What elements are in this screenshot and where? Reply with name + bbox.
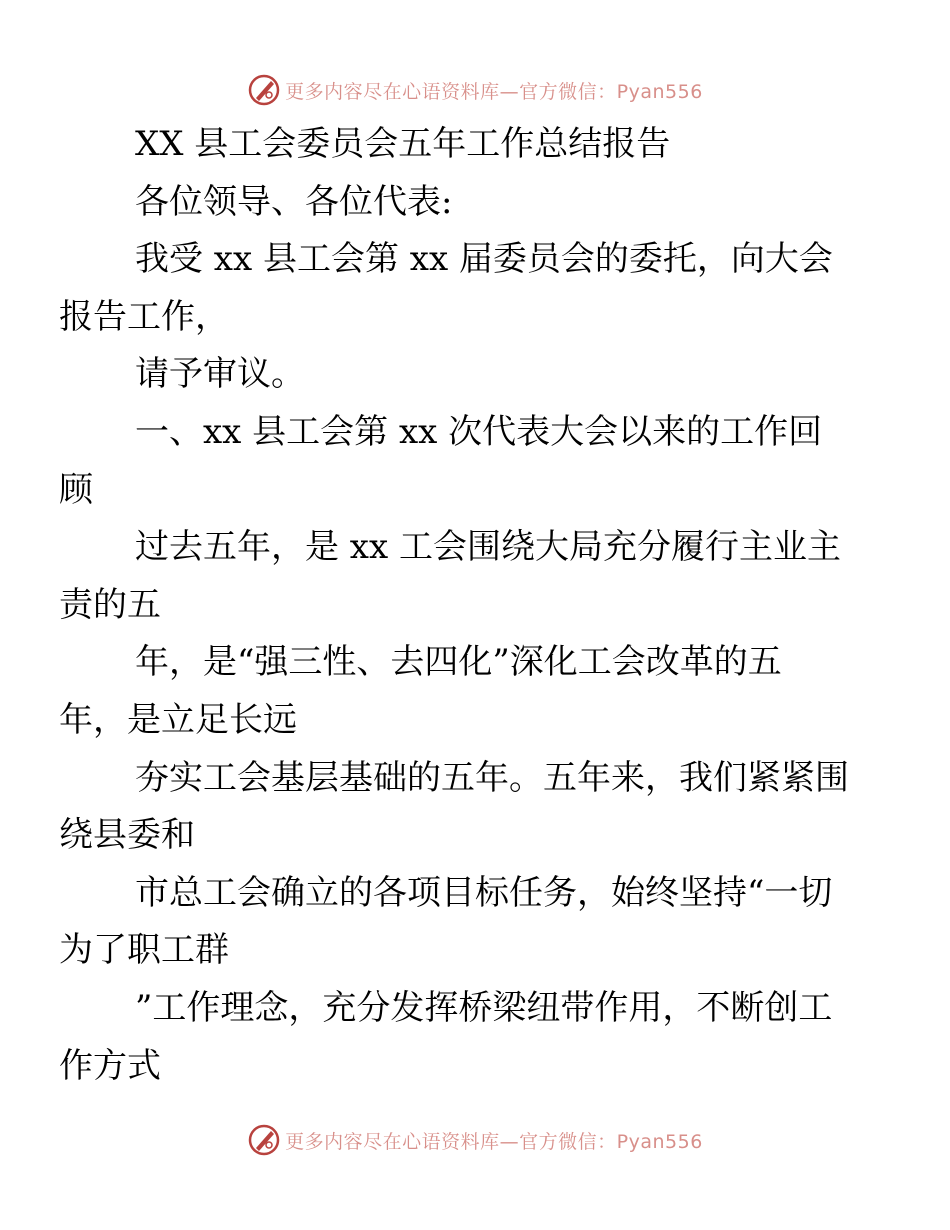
text-line: XX 县工会委员会五年工作总结报告	[135, 124, 671, 164]
pen-logo-icon	[247, 1123, 281, 1157]
paragraph	[97, 174, 857, 232]
paragraph	[59, 750, 857, 865]
header-banner	[0, 68, 950, 112]
banner-text: 更多内容尽在心语资料库—官方微信：Pyan556	[285, 80, 703, 103]
text-line: 市总工会确立的各项目标任务，始终坚持“一切	[135, 872, 833, 913]
paragraph	[59, 404, 857, 519]
text-line: 请予审议。	[135, 354, 305, 395]
pen-logo-icon	[247, 73, 281, 107]
paragraph	[59, 519, 857, 634]
text-line: 我受 xx 县工会第 xx 届委员会的委托，向大会	[135, 239, 833, 280]
paragraph	[97, 346, 857, 404]
footer-banner	[0, 1118, 950, 1162]
text-line: 报告工作，	[59, 296, 229, 337]
text-line: 一、xx 县工会第 xx 次代表大会以来的工作回	[135, 411, 823, 452]
text-line: 为了职工群	[59, 930, 229, 971]
paragraph	[59, 980, 857, 1095]
text-line: 责的五	[59, 584, 161, 625]
text-line: 年，是“强三性、去四化”深化工会改革的五	[135, 642, 782, 683]
paragraph	[97, 116, 857, 174]
banner-text: 更多内容尽在心语资料库—官方微信：Pyan556	[285, 1130, 703, 1153]
paragraph	[59, 231, 857, 346]
paragraph	[59, 634, 857, 749]
document-body	[59, 116, 857, 1095]
text-line: 各位领导、各位代表:	[135, 181, 453, 222]
text-line: 过去五年，是 xx 工会围绕大局充分履行主业主	[135, 527, 841, 568]
text-line: 绕县委和	[59, 815, 195, 856]
text-line: 作方式	[59, 1045, 161, 1086]
text-line: 夯实工会基层基础的五年。五年来，我们紧紧围	[135, 757, 849, 798]
paragraph	[59, 865, 857, 980]
text-line: 年，是立足长远	[59, 699, 297, 740]
text-line: ”工作理念，充分发挥桥梁纽带作用，不断创工	[135, 987, 833, 1028]
text-line: 顾	[59, 469, 93, 510]
